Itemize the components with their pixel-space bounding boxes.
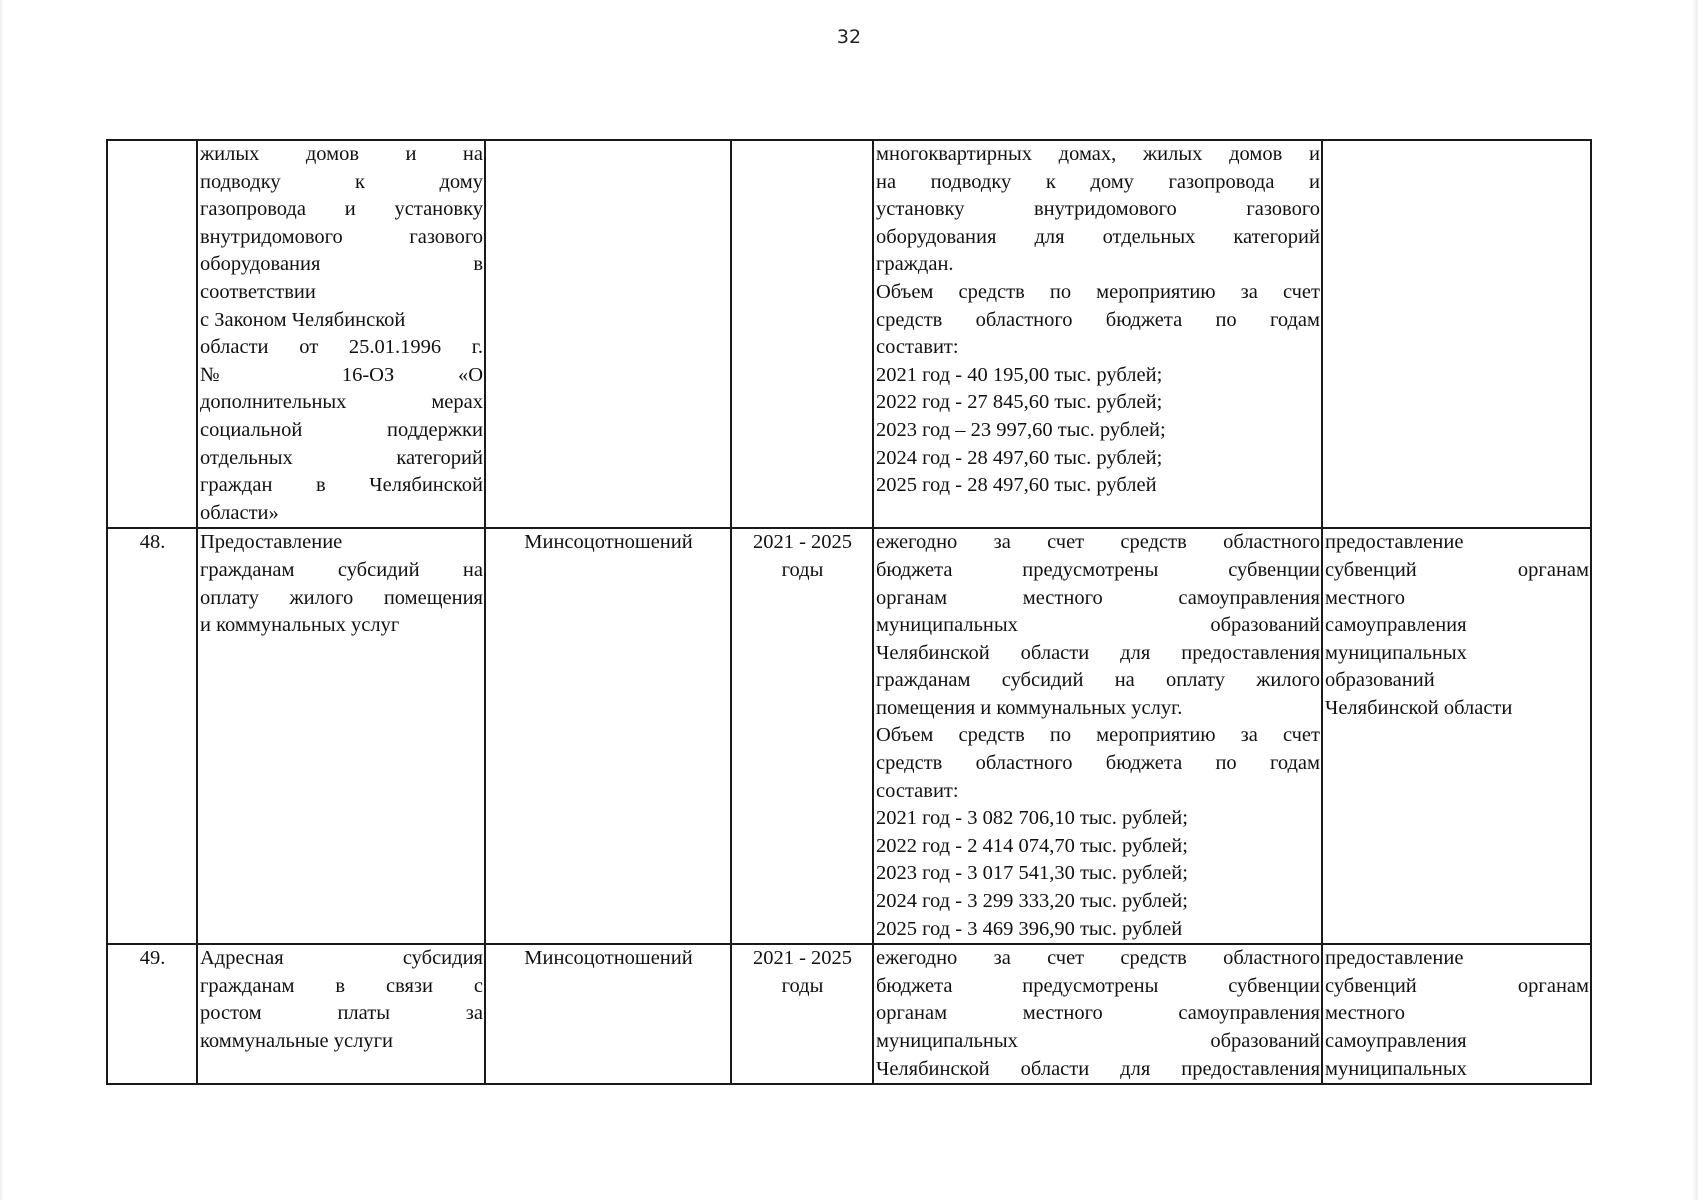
activity-name-line: дополнительных мерах	[200, 391, 483, 414]
period-cell	[731, 528, 873, 944]
result-line: средств областного бюджета по годам	[876, 752, 1320, 775]
result-line: бюджета предусмотрены субвенции	[876, 974, 1320, 997]
activity-name-line: № 16-ОЗ «О	[200, 363, 483, 386]
activity-name-line: подводку к дому	[200, 170, 483, 193]
scan-edge-left	[0, 0, 4, 1200]
period-line: 2021 - 2025	[752, 531, 853, 554]
link-line: самоуправления	[1325, 614, 1467, 637]
budget-year-2021: 2021 год - 3 082 706,10 тыс. рублей;	[876, 807, 1188, 830]
table-row-continuation	[107, 140, 1591, 528]
activity-name-cell	[197, 528, 485, 944]
link-cell	[1322, 528, 1591, 944]
activity-name-line: газопровода и установку	[200, 198, 483, 221]
activity-name-line: области»	[200, 501, 279, 524]
activity-name-cell	[197, 140, 485, 528]
activity-name-line: граждан в Челябинской	[200, 474, 483, 497]
result-line: органам местного самоуправления	[876, 1002, 1320, 1025]
activity-name-line: области от 25.01.1996 г.	[200, 336, 483, 359]
link-line: предоставление	[1325, 531, 1464, 554]
activity-name-line: с Законом Челябинской	[200, 308, 406, 331]
budget-year-2025: 2025 год - 3 469 396,90 тыс. рублей	[876, 917, 1183, 940]
executor-cell: Минсоцотношений	[485, 944, 731, 1084]
budget-year-2022: 2022 год - 27 845,60 тыс. рублей;	[876, 391, 1163, 414]
activity-name-line: гражданам субсидий на	[200, 558, 483, 581]
activity-name-line: оборудования в	[200, 253, 483, 276]
period-line: годы	[781, 974, 824, 997]
result-line: оборудования для отдельных категорий	[876, 225, 1320, 248]
link-line: местного	[1325, 586, 1406, 609]
budget-year-2021: 2021 год - 40 195,00 тыс. рублей;	[876, 363, 1163, 386]
link-line: субвенций органам	[1325, 558, 1589, 581]
activity-name-line: коммунальные услуги	[200, 1030, 393, 1052]
activity-name-line: ростом платы за	[200, 1002, 483, 1025]
executor-cell	[485, 140, 731, 528]
link-line: самоуправления	[1325, 1030, 1467, 1052]
row-number: 48.	[107, 528, 197, 944]
row-number: 49.	[107, 944, 197, 1084]
period-cell	[731, 140, 873, 528]
period-cell	[731, 944, 873, 1084]
executor-cell: Минсоцотношений	[485, 528, 731, 944]
link-line: местного	[1325, 1002, 1406, 1025]
result-line: Челябинской области для предоставления	[876, 641, 1320, 664]
result-line: ежегодно за счет средств областного	[876, 531, 1320, 554]
activity-name-line: гражданам в связи с	[200, 974, 483, 997]
budget-year-2023: 2023 год – 23 997,60 тыс. рублей;	[876, 418, 1166, 441]
row-number	[107, 140, 197, 528]
result-cell	[873, 944, 1322, 1084]
table-row-48	[107, 528, 1591, 944]
activity-name-line: социальной поддержки	[200, 418, 483, 441]
result-line: составит:	[876, 779, 959, 802]
activity-name-line: и коммунальных услуг	[200, 614, 400, 637]
result-line: Челябинской области для предоставления	[876, 1057, 1320, 1080]
link-cell	[1322, 140, 1591, 528]
result-line: ежегодно за счет средств областного	[876, 947, 1320, 970]
activity-name-line: Адресная субсидия	[200, 947, 483, 970]
activity-name-cell	[197, 944, 485, 1084]
link-line: муниципальных	[1325, 1057, 1467, 1080]
period-line: годы	[781, 558, 824, 581]
activity-name-line: внутридомового газового	[200, 225, 483, 248]
result-line: составит:	[876, 336, 959, 359]
result-line: Объем средств по мероприятию за счет	[876, 724, 1320, 747]
budget-year-2025: 2025 год - 28 497,60 тыс. рублей	[876, 474, 1157, 497]
result-line: установку внутридомового газового	[876, 198, 1320, 221]
activities-table	[106, 139, 1592, 1085]
result-cell	[873, 140, 1322, 528]
result-cell	[873, 528, 1322, 944]
period-line: 2021 - 2025	[752, 947, 853, 970]
activity-name-line: жилых домов и на	[200, 143, 483, 165]
result-line: Объем средств по мероприятию за счет	[876, 280, 1320, 303]
result-line: муниципальных образований	[876, 1030, 1320, 1052]
activity-name-line: Предоставление	[200, 531, 343, 554]
result-line: средств областного бюджета по годам	[876, 308, 1320, 331]
activity-name-line: отдельных категорий	[200, 446, 483, 469]
link-line: предоставление	[1325, 947, 1464, 970]
result-line: на подводку к дому газопровода и	[876, 170, 1320, 193]
budget-year-2023: 2023 год - 3 017 541,30 тыс. рублей;	[876, 862, 1188, 885]
page-number: 32	[836, 26, 862, 48]
result-line: помещения и коммунальных услуг.	[876, 696, 1183, 719]
budget-year-2024: 2024 год - 3 299 333,20 тыс. рублей;	[876, 890, 1188, 913]
result-line: граждан.	[876, 253, 954, 276]
link-cell	[1322, 944, 1591, 1084]
table-row-49	[107, 944, 1591, 1084]
activity-name-line: соответствии	[200, 280, 316, 303]
result-line: органам местного самоуправления	[876, 586, 1320, 609]
activity-name-line: оплату жилого помещения	[200, 586, 483, 609]
budget-year-2024: 2024 год - 28 497,60 тыс. рублей;	[876, 446, 1163, 469]
result-line: многоквартирных домах, жилых домов и	[876, 143, 1320, 165]
link-line: Челябинской области	[1325, 696, 1513, 719]
result-line: гражданам субсидий на оплату жилого	[876, 669, 1320, 692]
scan-edge-right	[1692, 0, 1698, 1200]
budget-year-2022: 2022 год - 2 414 074,70 тыс. рублей;	[876, 834, 1188, 857]
table-body	[107, 140, 1591, 1084]
link-line: субвенций органам	[1325, 974, 1589, 997]
result-line: бюджета предусмотрены субвенции	[876, 558, 1320, 581]
link-line: муниципальных	[1325, 641, 1467, 664]
result-line: муниципальных образований	[876, 614, 1320, 637]
link-line: образований	[1325, 669, 1435, 692]
